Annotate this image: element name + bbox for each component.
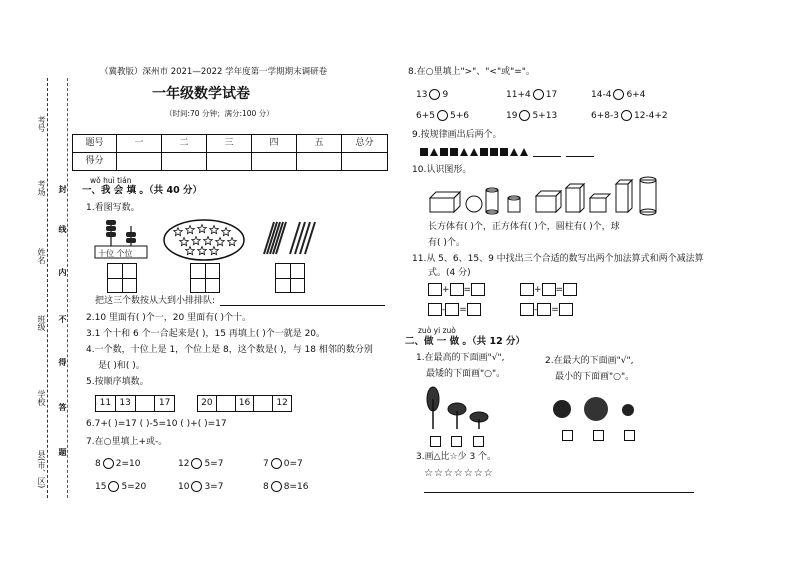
- star-icon: [210, 226, 219, 234]
- answer-box[interactable]: [471, 283, 485, 296]
- exam-meta: （时间:70 分钟；满分:100 分）: [165, 109, 274, 118]
- ball-answer-box[interactable]: [562, 430, 573, 441]
- compare-circle[interactable]: [613, 89, 624, 100]
- balls-image: [550, 396, 640, 422]
- q8-item: 6+8-3 12-4+2: [591, 111, 668, 121]
- star-icon: [222, 228, 231, 236]
- ball-answer-box[interactable]: [593, 430, 604, 441]
- sign-circle[interactable]: [191, 458, 202, 469]
- q11-text-b: 式。(4 分): [428, 268, 471, 278]
- score-header-cell: 二: [161, 134, 207, 153]
- answer-box[interactable]: [542, 283, 556, 296]
- sequence-cell[interactable]: [136, 396, 156, 411]
- q7-text: 7.在○里填上+或-。: [86, 437, 168, 447]
- q6-text: 6.7+( )=17 ( )-5=10 ( )+( )=17: [86, 419, 227, 429]
- answer-grid-3[interactable]: [275, 263, 305, 293]
- equation-row: - =: [520, 303, 573, 316]
- sequence-cell[interactable]: [217, 396, 236, 411]
- sequence-cell: 20: [198, 396, 217, 411]
- side-label-xingming: 姓名: [37, 248, 46, 264]
- q9-text: 9.按规律画出后两个。: [412, 130, 502, 140]
- binding-line: [47, 78, 49, 498]
- q1-text: 1.看图写数。: [86, 203, 140, 213]
- side-label-de: 得: [58, 358, 67, 366]
- triangle-answer-line[interactable]: [424, 492, 694, 493]
- answer-grid-2[interactable]: [190, 263, 220, 293]
- q1-sort-text: 把这三个数按从大到小排排队:: [95, 296, 216, 306]
- side-label-da: 答: [58, 403, 67, 411]
- q5-text: 5.按顺序填数。: [86, 377, 149, 387]
- trees-image: [423, 385, 493, 431]
- sign-circle[interactable]: [271, 458, 282, 469]
- place-value-label: 十位 个位: [98, 249, 133, 258]
- sort-answer-line[interactable]: [220, 305, 385, 306]
- equation-row: + =: [520, 283, 577, 296]
- tree-answer-box[interactable]: [430, 436, 441, 447]
- pattern-answer-line-1[interactable]: [533, 156, 561, 157]
- q2-text: 2.10 里面有( )个一，20 里面有( )个十。: [86, 313, 251, 323]
- exam-source: （冀教版）深州市 2021—2022 学年度第一学期期末调研卷: [100, 67, 328, 77]
- sequence-cell: 16: [236, 396, 255, 411]
- sequence-cell: 13: [116, 396, 136, 411]
- tree-answer-box[interactable]: [473, 436, 484, 447]
- compare-circle[interactable]: [519, 110, 530, 121]
- q7-item: 12 5=7: [178, 459, 224, 469]
- sequence-cell: 17: [158, 398, 171, 408]
- tree-answer-box[interactable]: [451, 436, 462, 447]
- star-icon: [216, 238, 225, 246]
- compare-circle[interactable]: [437, 110, 448, 121]
- binding-line-inner: [67, 78, 69, 498]
- star-icon: [210, 247, 219, 255]
- star-icon: [192, 237, 201, 245]
- star-icon: [174, 228, 183, 236]
- compare-circle[interactable]: [621, 110, 632, 121]
- score-header-cell: 一: [116, 134, 162, 153]
- solids-image: [428, 176, 666, 216]
- sticks-image: [258, 218, 318, 258]
- q8-text: 8.在○里填上">"、"<"或"="。: [408, 67, 535, 77]
- answer-box[interactable]: [450, 283, 464, 296]
- side-label-ti: 题: [58, 448, 67, 456]
- answer-box[interactable]: [445, 303, 459, 316]
- q8-item: 6+5 5+6: [416, 111, 469, 121]
- score-header-cell: 四: [251, 134, 297, 153]
- score-header-cell: 题号: [72, 134, 117, 153]
- star-icon: [186, 247, 195, 255]
- section1-title: 一、我 会 填 。（共 40 分）: [82, 185, 203, 196]
- page-title: 一年级数学试卷: [152, 86, 250, 102]
- shape-pattern: [420, 146, 530, 158]
- answer-box[interactable]: [563, 283, 577, 296]
- side-label-xian-qu: 县(市、区): [37, 450, 46, 489]
- q7-item: 8 2=10: [95, 459, 141, 469]
- s2-q1-text-a: 1.在最高的下面画"√",: [416, 353, 505, 363]
- s2-q1-text-b: 最矮的下面画"○"。: [426, 369, 506, 379]
- section2-title: 二、做 一 做 。（共 12 分）: [405, 336, 526, 347]
- q7-item: 8 8=16: [263, 482, 309, 492]
- star-icon: [180, 238, 189, 246]
- equation-row: - =: [428, 303, 481, 316]
- q7-item: 15 5=20: [95, 482, 147, 492]
- q8-item: 13 9: [416, 90, 449, 100]
- star-icon: [198, 247, 207, 255]
- q8-item: 14-4 6+4: [591, 90, 646, 100]
- sign-circle[interactable]: [103, 458, 114, 469]
- side-label-xian: 线: [58, 225, 67, 233]
- score-cell[interactable]: [341, 152, 388, 171]
- q11-text-a: 11.从 5、6、15、9 中找出三个合适的数写出两个加法算式和两个减法算: [412, 254, 704, 264]
- section2-pinyin: zuò yi zuò: [418, 326, 456, 335]
- sequence-cell: 11: [96, 396, 116, 411]
- star-row: ☆☆☆☆☆☆☆: [424, 468, 494, 479]
- side-label-banji: 班级: [37, 315, 46, 331]
- sign-circle[interactable]: [191, 481, 202, 492]
- q8-item: 19 5+13: [506, 111, 558, 121]
- star-icon: [204, 237, 213, 245]
- answer-box[interactable]: [537, 303, 551, 316]
- q10-line1: 长方体有( )个，正方体有( )个，圆柱有( )个，球: [428, 222, 620, 232]
- answer-box[interactable]: [428, 303, 442, 316]
- pattern-answer-line-2[interactable]: [566, 156, 594, 157]
- side-label-kaochang: 考场: [37, 180, 46, 196]
- side-label-feng: 封: [58, 185, 67, 193]
- q7-item: 10 3=7: [178, 482, 224, 492]
- q8-item: 11+4 17: [506, 90, 558, 100]
- score-row-label: 得分: [72, 152, 117, 171]
- sequence-2: [197, 395, 292, 412]
- sequence-1: [95, 395, 175, 412]
- side-label-bu: 不: [58, 315, 67, 323]
- sequence-cell[interactable]: [254, 396, 273, 411]
- answer-box[interactable]: [559, 303, 573, 316]
- side-label-xuexiao: 学校: [37, 390, 46, 406]
- score-cell[interactable]: [296, 152, 342, 171]
- s2-q2-text-b: 最小的下面画"○"。: [555, 372, 635, 382]
- q10-text: 10.认识图形。: [412, 165, 472, 175]
- answer-box[interactable]: [428, 283, 442, 296]
- answer-box[interactable]: [520, 303, 534, 316]
- score-header-cell: 三: [206, 134, 252, 153]
- s2-q3-text: 3.画△比☆少 3 个。: [416, 452, 497, 462]
- q4-text-b: 是( )和( )。: [98, 361, 145, 371]
- ball-answer-box[interactable]: [624, 430, 635, 441]
- compare-circle[interactable]: [429, 89, 440, 100]
- star-icon: [228, 238, 237, 246]
- section1-pinyin: wǒ huì tián: [90, 176, 132, 185]
- score-header-cell: 总分: [341, 134, 388, 153]
- score-cell[interactable]: [206, 152, 252, 171]
- compare-circle[interactable]: [533, 89, 544, 100]
- answer-grid-1[interactable]: [107, 263, 137, 293]
- q4-text-a: 4.一个数，十位上是 1，个位上是 8，这个数是( )，与 18 相邻的数分别: [86, 345, 373, 355]
- answer-box[interactable]: [520, 283, 534, 296]
- q3-text: 3.1 个十和 6 个一合起来是( )，15 再填上( )个一就是 20。: [86, 329, 326, 339]
- score-header-cell: 五: [296, 134, 342, 153]
- score-cell[interactable]: [251, 152, 297, 171]
- star-icon: [198, 225, 207, 233]
- star-icon: [186, 226, 195, 234]
- q7-item: 7 0=7: [263, 459, 303, 469]
- side-label-kaohao: 考号: [37, 116, 46, 132]
- score-cell[interactable]: [116, 152, 162, 171]
- score-cell[interactable]: [161, 152, 207, 171]
- sign-circle[interactable]: [271, 481, 282, 492]
- q10-line2: 有( )个。: [428, 238, 465, 248]
- equation-row: + =: [428, 283, 485, 296]
- s2-q2-text-a: 2.在最大的下面画"√",: [545, 356, 634, 366]
- sequence-cell: 12: [276, 398, 288, 408]
- sign-circle[interactable]: [108, 481, 119, 492]
- side-label-nei: 内: [58, 268, 67, 276]
- stars-image: [162, 218, 246, 262]
- answer-box[interactable]: [467, 303, 481, 316]
